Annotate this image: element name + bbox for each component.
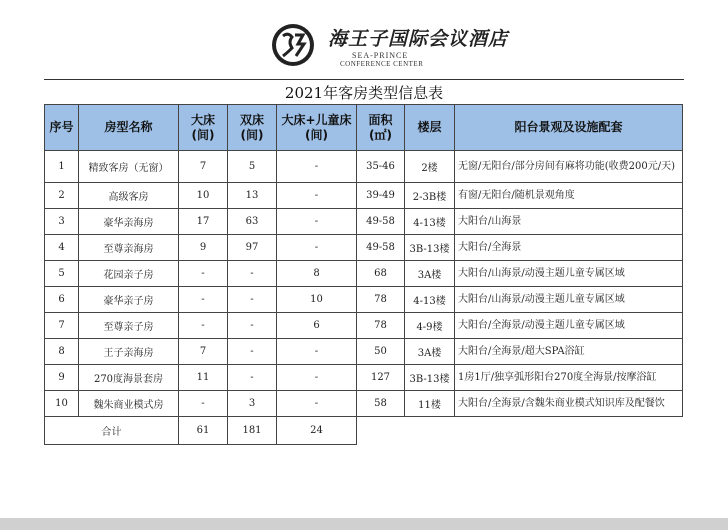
table-cell: 大阳台/山海景/动漫主题儿童专属区域 <box>455 261 683 287</box>
table-cell: 9 <box>179 235 228 261</box>
table-cell: 4-13楼 <box>405 287 455 313</box>
column-header: 楼层 <box>405 105 455 151</box>
column-header: 房型名称 <box>79 105 179 151</box>
total-family: 24 <box>277 417 357 445</box>
table-cell: - <box>228 287 277 313</box>
table-cell: 4-9楼 <box>405 313 455 339</box>
table-cell: 大阳台/山海景/动漫主题儿童专属区域 <box>455 287 683 313</box>
table-cell: 大阳台/山海景 <box>455 209 683 235</box>
table-cell: 3A楼 <box>405 339 455 365</box>
table-cell: 49-58 <box>357 209 405 235</box>
table-cell: - <box>277 339 357 365</box>
table-cell: 97 <box>228 235 277 261</box>
table-cell: 3A楼 <box>405 261 455 287</box>
table-cell: 35-46 <box>357 151 405 183</box>
table-cell: 2 <box>45 183 79 209</box>
table-cell: 10 <box>277 287 357 313</box>
table-cell: 大阳台/全海景/超大SPA浴缸 <box>455 339 683 365</box>
table-row <box>45 183 683 209</box>
table-cell: 花园亲子房 <box>79 261 179 287</box>
column-header: 双床(间) <box>228 105 277 151</box>
table-cell: 58 <box>357 391 405 417</box>
hotel-name-en-line2: CONFERENCE CENTER <box>340 60 424 68</box>
table-cell: 39-49 <box>357 183 405 209</box>
hotel-logo <box>270 20 509 70</box>
table-cell: 8 <box>45 339 79 365</box>
table-cell: - <box>277 391 357 417</box>
table-cell: 50 <box>357 339 405 365</box>
table-header-row <box>45 105 683 151</box>
total-row <box>45 417 683 445</box>
table-cell: 9 <box>45 365 79 391</box>
table-cell: 至尊亲海房 <box>79 235 179 261</box>
table-cell: 13 <box>228 183 277 209</box>
total-twin: 181 <box>228 417 277 445</box>
table-cell: 17 <box>179 209 228 235</box>
table-cell: 5 <box>45 261 79 287</box>
table-cell: 10 <box>45 391 79 417</box>
total-empty <box>357 417 683 445</box>
table-row <box>45 151 683 183</box>
table-cell: - <box>277 365 357 391</box>
table-cell: 豪华亲子房 <box>79 287 179 313</box>
table-cell: 6 <box>45 287 79 313</box>
table-cell: - <box>277 209 357 235</box>
table-cell: - <box>277 151 357 183</box>
table-cell: 大阳台/全海景/含魏朱商业模式知识库及配餐饮 <box>455 391 683 417</box>
table-cell: 5 <box>228 151 277 183</box>
table-cell: - <box>228 313 277 339</box>
table-cell: 魏朱商业模式房 <box>79 391 179 417</box>
table-cell: 49-58 <box>357 235 405 261</box>
hotel-logo-seal-icon <box>270 22 316 68</box>
column-header: 阳台景观及设施配套 <box>455 105 683 151</box>
table-cell: - <box>179 391 228 417</box>
column-header: 大床(间) <box>179 105 228 151</box>
total-queen: 61 <box>179 417 228 445</box>
table-cell: 2楼 <box>405 151 455 183</box>
table-row <box>45 339 683 365</box>
table-row <box>45 313 683 339</box>
table-cell: 127 <box>357 365 405 391</box>
table-cell: 11 <box>179 365 228 391</box>
table-cell: 2-3B楼 <box>405 183 455 209</box>
table-row <box>45 365 683 391</box>
table-cell: 无窗/无阳台/部分房间有麻将功能(收费200元/天) <box>455 151 683 183</box>
table-cell: - <box>228 261 277 287</box>
table-cell: 至尊亲子房 <box>79 313 179 339</box>
table-cell: 有窗/无阳台/随机景观角度 <box>455 183 683 209</box>
table-row <box>45 235 683 261</box>
table-cell: 6 <box>277 313 357 339</box>
hotel-name-en-line1: SEA-PRINCE <box>352 51 409 60</box>
table-row <box>45 209 683 235</box>
column-header: 序号 <box>45 105 79 151</box>
table-cell: 7 <box>179 339 228 365</box>
table-cell: 10 <box>179 183 228 209</box>
room-type-table <box>44 104 683 445</box>
table-cell: 4-13楼 <box>405 209 455 235</box>
table-cell: 3B-13楼 <box>405 365 455 391</box>
table-cell: 王子亲海房 <box>79 339 179 365</box>
table-cell: 78 <box>357 287 405 313</box>
table-cell: 68 <box>357 261 405 287</box>
table-cell: - <box>228 365 277 391</box>
table-cell: 4 <box>45 235 79 261</box>
table-cell: 7 <box>45 313 79 339</box>
table-cell: 大阳台/全海景 <box>455 235 683 261</box>
table-cell: 3 <box>45 209 79 235</box>
table-cell: 1房1厅/独享弧形阳台270度全海景/按摩浴缸 <box>455 365 683 391</box>
table-cell: 63 <box>228 209 277 235</box>
table-cell: - <box>228 339 277 365</box>
table-cell: 精致客房（无窗） <box>79 151 179 183</box>
table-cell: 11楼 <box>405 391 455 417</box>
table-cell: 3 <box>228 391 277 417</box>
table-cell: 1 <box>45 151 79 183</box>
page-title: 2021年客房类型信息表 <box>44 79 684 106</box>
table-cell: 高级客房 <box>79 183 179 209</box>
table-cell: 大阳台/全海景/动漫主题儿童专属区域 <box>455 313 683 339</box>
table-cell: 7 <box>179 151 228 183</box>
column-header: 大床+儿童床(间) <box>277 105 357 151</box>
table-cell: - <box>179 261 228 287</box>
page-bottom-bar <box>0 518 728 530</box>
column-header: 面积(㎡) <box>357 105 405 151</box>
table-row <box>45 391 683 417</box>
table-row <box>45 261 683 287</box>
table-cell: - <box>277 235 357 261</box>
hotel-name-cn: 海王子国际会议酒店 <box>328 28 509 50</box>
table-cell: - <box>179 287 228 313</box>
table-cell: - <box>179 313 228 339</box>
table-cell: 3B-13楼 <box>405 235 455 261</box>
total-label: 合计 <box>45 417 179 445</box>
table-cell: - <box>277 183 357 209</box>
table-cell: 270度海景套房 <box>79 365 179 391</box>
table-row <box>45 287 683 313</box>
table-cell: 豪华亲海房 <box>79 209 179 235</box>
table-cell: 8 <box>277 261 357 287</box>
table-cell: 78 <box>357 313 405 339</box>
